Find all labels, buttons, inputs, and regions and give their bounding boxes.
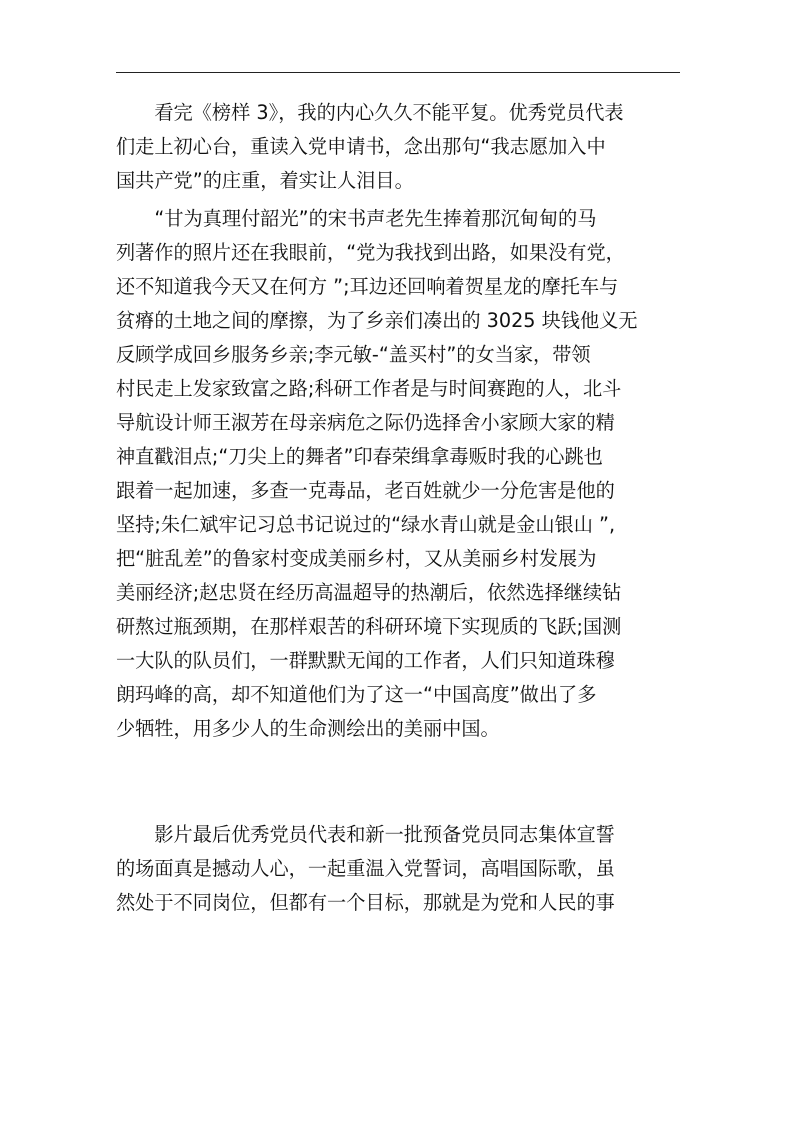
paragraph-line: 们走上初心台，重读入党申请书，念出那句“我志愿加入中	[116, 135, 606, 158]
paragraph-line: 列著作的照片还在我眼前，“党为我找到出路，如果没有党，	[116, 241, 625, 264]
document-body	[116, 96, 664, 920]
paragraph-line: 国共产党”的庄重，着实让人泪目。	[116, 169, 414, 192]
paragraph-1	[116, 96, 664, 198]
paragraph-line: 美丽经济;赵忠贤在经历高温超导的热潮后，依然选择继续钻	[116, 581, 622, 604]
paragraph-line: 研熬过瓶颈期，在那样艰苦的科研环境下实现质的飞跃;国测	[116, 615, 622, 638]
paragraph-line	[116, 780, 664, 814]
paragraph-line: “甘为真理付韶光”的宋书声老先生捧着那沉甸甸的马	[116, 207, 597, 230]
paragraph-line	[116, 746, 664, 780]
paragraph-line: 跟着一起加速，多查一克毒品，老百姓就少一分危害是他的	[116, 479, 615, 502]
paragraph-line: 的场面真是撼动人心，一起重温入党誓词，高唱国际歌，虽	[116, 857, 615, 880]
paragraph-line: 一大队的队员们，一群默默无闻的工作者，人们只知道珠穆	[116, 649, 615, 672]
paragraph-3	[116, 818, 664, 920]
paragraph-line: 然处于不同岗位，但都有一个目标，那就是为党和人民的事	[116, 891, 615, 914]
paragraph-line: 坚持;朱仁斌牢记习总书记说过的“绿水青山就是金山银山 ”,	[116, 513, 616, 536]
paragraph-line: 朗玛峰的高，却不知道他们为了这一“中国高度”做出了多	[116, 683, 597, 706]
paragraph-line: 村民走上发家致富之路;科研工作者是与时间赛跑的人，北斗	[116, 377, 622, 400]
paragraph-line: 导航设计师王淑芳在母亲病危之际仍选择舍小家顾大家的精	[116, 411, 615, 434]
paragraph-line: 神直戳泪点;“刀尖上的舞者”印春荣缉拿毒贩时我的心跳也	[116, 445, 603, 468]
paragraph-line: 影片最后优秀党员代表和新一批预备党员同志集体宣誓	[116, 823, 615, 846]
paragraph-line: 反顾学成回乡服务乡亲;李元敏-“盖买村”的女当家，带领	[116, 343, 591, 366]
paragraph-line: 把“脏乱差”的鲁家村变成美丽乡村，又从美丽乡村发展为	[116, 547, 597, 570]
header-rule	[116, 72, 680, 73]
paragraph-line: 还不知道我今天又在何方 ”;耳边还回响着贺星龙的摩托车与	[116, 275, 619, 298]
paragraph-2	[116, 202, 664, 814]
paragraph-line: 贫瘠的土地之间的摩擦，为了乡亲们凑出的 3025 块钱他义无	[116, 309, 638, 332]
paragraph-line: 看完《榜样 3》，我的内心久久不能平复。优秀党员代表	[116, 101, 624, 124]
paragraph-line: 少牺牲，用多少人的生命测绘出的美丽中国。	[116, 717, 500, 740]
